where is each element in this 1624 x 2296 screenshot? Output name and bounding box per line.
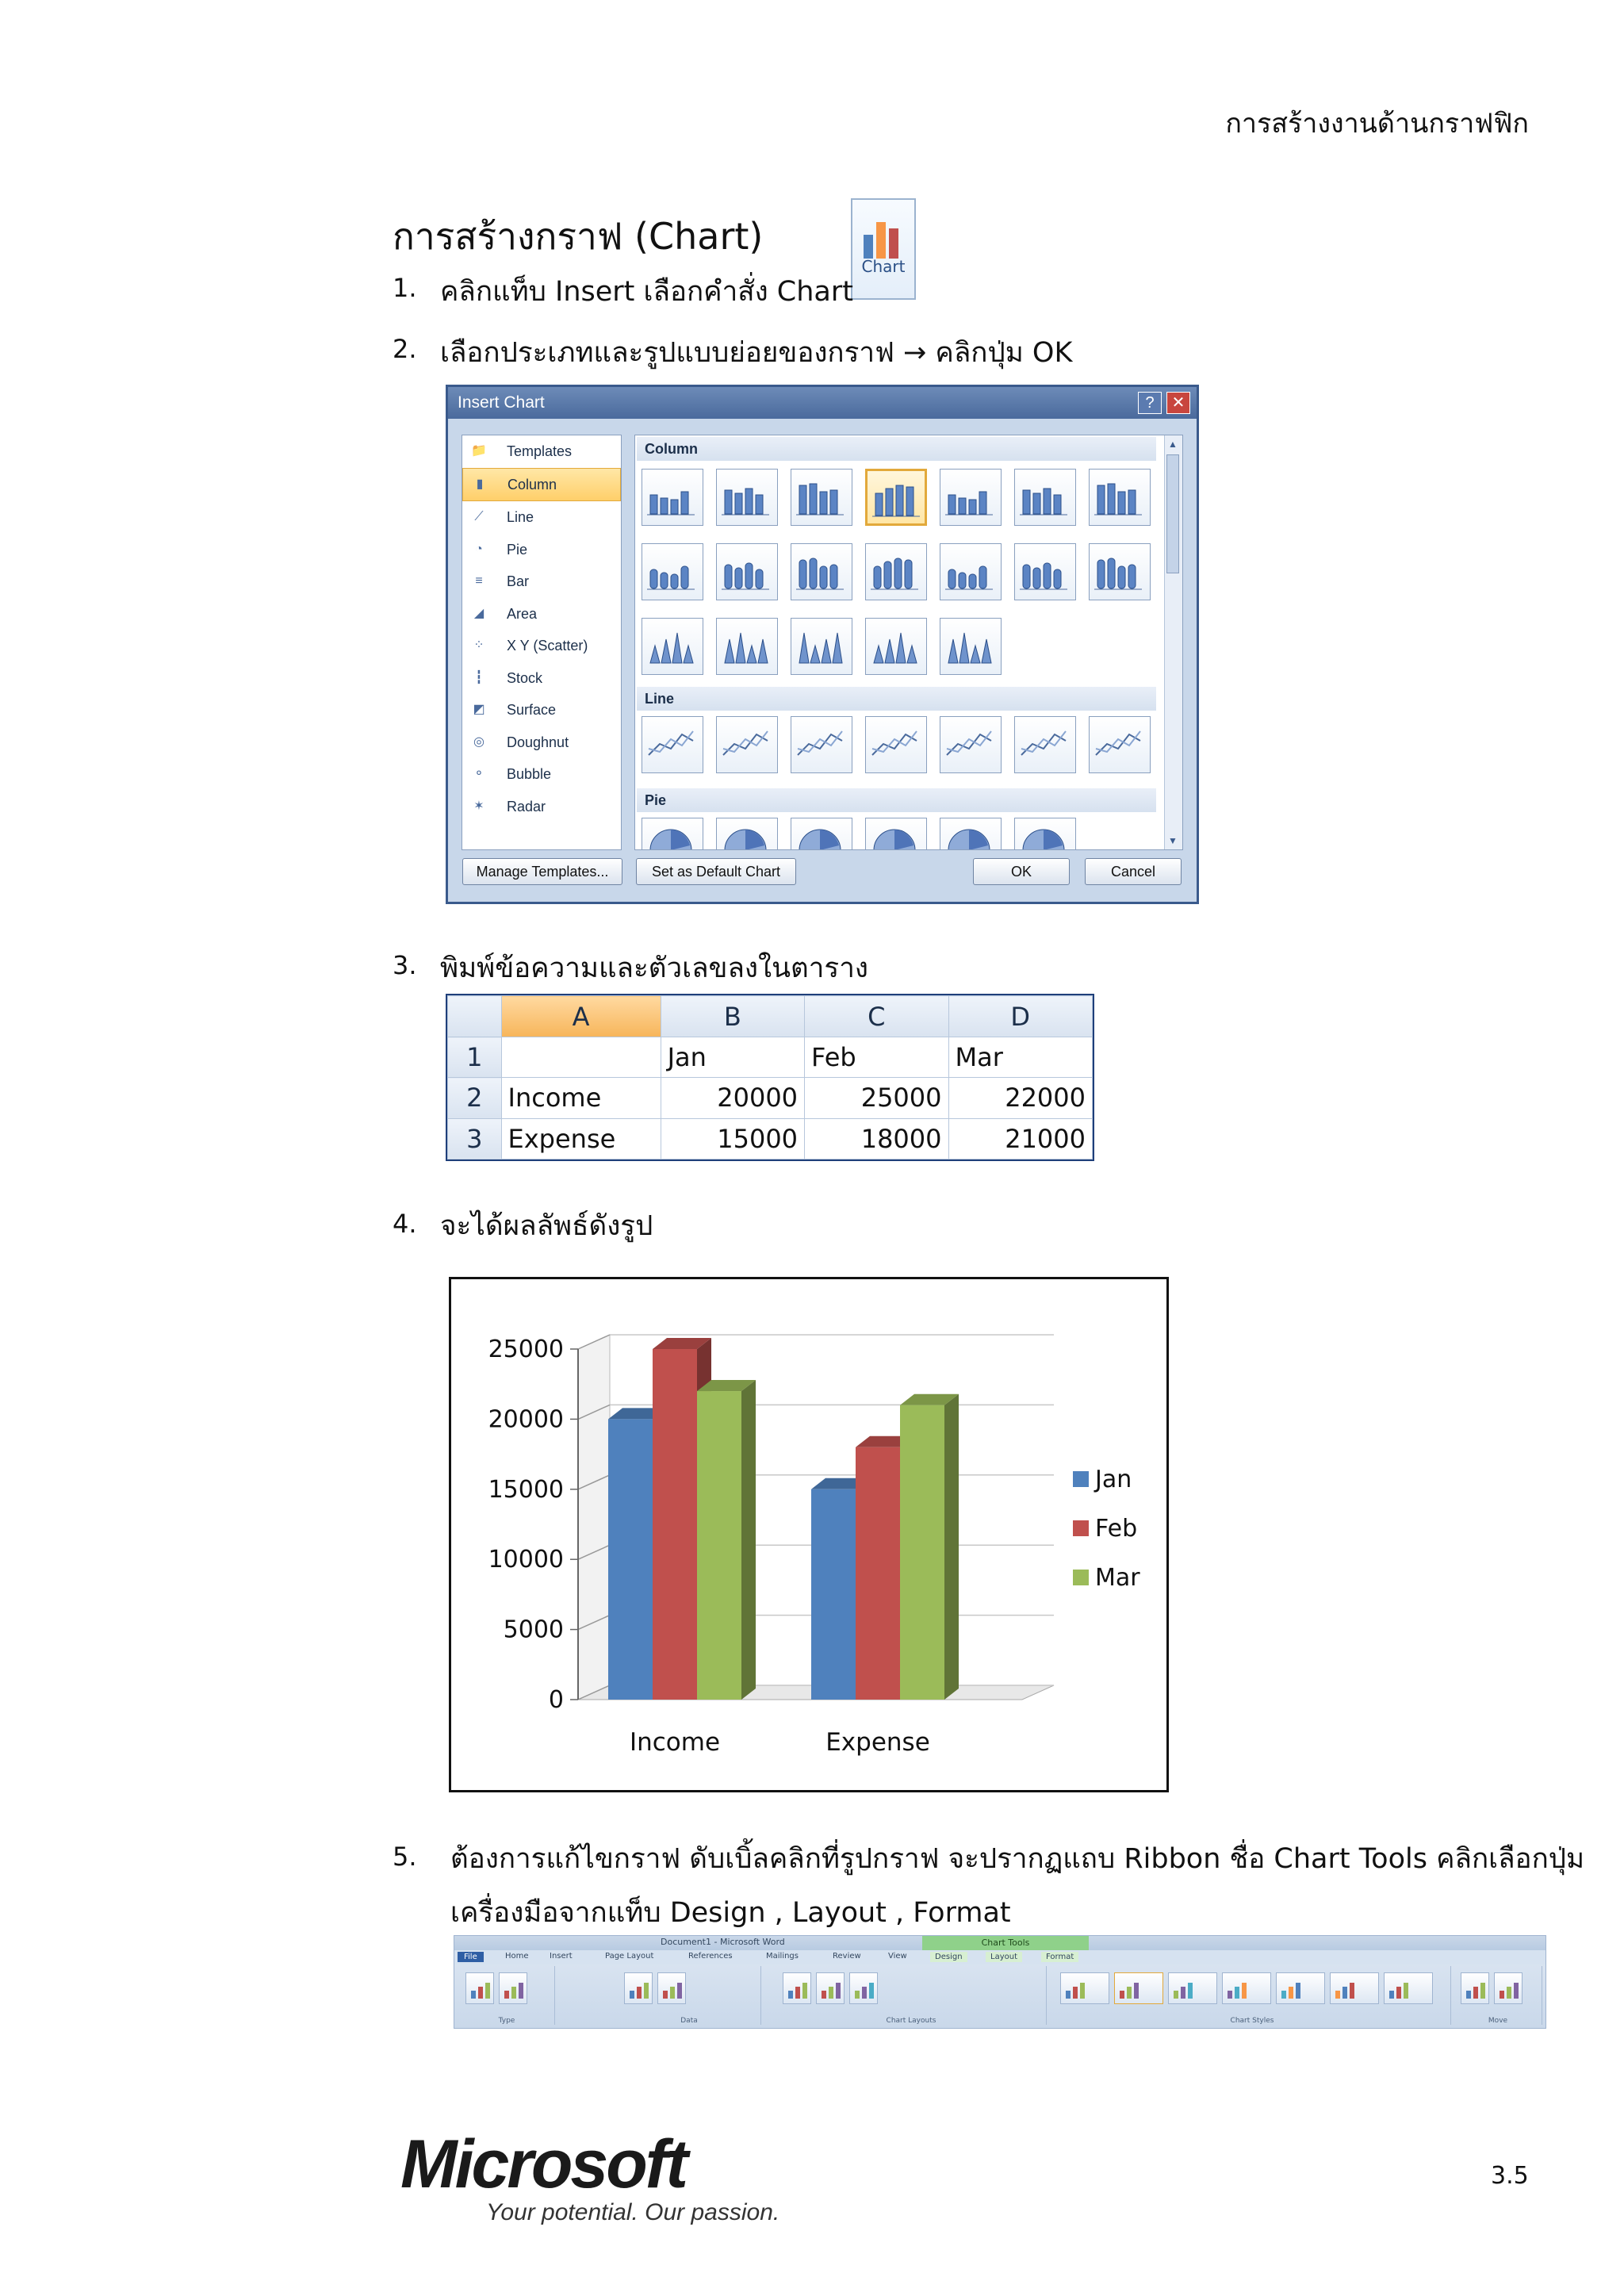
chart-subtype-icon (717, 470, 774, 522)
chart-subtype-thumbnail[interactable] (940, 543, 1002, 600)
ribbon-command-button[interactable] (1060, 1972, 1109, 2004)
chart-category-label: Stock (507, 669, 543, 686)
y-tick-label: 20000 (488, 1405, 564, 1434)
result-chart[interactable] (449, 1277, 1169, 1792)
chart-category-item[interactable] (462, 726, 621, 759)
chart-subtype-icon (1015, 544, 1072, 596)
mini-chart-bar (511, 1987, 516, 1999)
chart-subtype-icon (717, 717, 774, 769)
chart-tools-ribbon (454, 1935, 1546, 2029)
dialog-title: Insert Chart (458, 393, 545, 412)
cell-a3[interactable]: Expense (501, 1118, 661, 1159)
chart-subtype-gallery (634, 435, 1183, 850)
x-category-label: Expense (825, 1728, 930, 1757)
chart-category-label: Bubble (507, 766, 552, 782)
mini-chart-bar (1396, 1987, 1401, 1999)
cancel-button[interactable]: Cancel (1085, 858, 1182, 885)
step-5-text: ต้องการแก้ไขกราฟ ดับเบิ้ลคลิกที่รูปกราฟ จะปรากฏแถบ Ribbon ชื่อ Chart Tools คลิกเลือกปุ่ม (450, 1843, 1585, 1875)
ribbon-tab[interactable]: Review (833, 1952, 861, 1961)
cell-c1[interactable]: Feb (805, 1037, 948, 1078)
microsoft-logo (400, 2125, 779, 2226)
mini-chart-bar (1335, 1991, 1340, 1999)
ribbon-group-label: Data (680, 2017, 698, 2025)
ribbon-group (618, 1966, 761, 2025)
chart-subtype-thumbnail[interactable] (865, 543, 927, 600)
ribbon-command-button[interactable] (1461, 1972, 1489, 2004)
y-tick-label: 5000 (503, 1616, 564, 1644)
bar-side-mar (741, 1380, 756, 1700)
chart-subtype-icon (791, 619, 848, 671)
ribbon-command-button[interactable] (816, 1972, 845, 2004)
ribbon-group (776, 1966, 1047, 2025)
chart-category-icon: ✶ (473, 799, 485, 813)
step-1-text: คลิกแท็บ Insert เลือกคำสั่ง Chart (440, 276, 853, 308)
chart-category-item[interactable] (462, 565, 621, 598)
legend-swatch-jan (1073, 1471, 1089, 1487)
chart-subtype-icon (642, 544, 699, 596)
legend-swatch-mar (1073, 1570, 1089, 1585)
cell-d1[interactable]: Mar (948, 1037, 1093, 1078)
chart-subtype-thumbnail[interactable] (940, 716, 1002, 773)
gallery-group-column: Column (637, 437, 1156, 461)
bar-side-mar (944, 1394, 959, 1700)
chart-category-icon: ◎ (473, 734, 485, 749)
ribbon-group (1054, 1966, 1451, 2025)
row-header-1[interactable]: 1 (448, 1037, 502, 1078)
gallery-group-line: Line (637, 687, 1156, 711)
chart-subtype-icon (866, 818, 923, 850)
ribbon-command-button[interactable] (1168, 1972, 1217, 2004)
chart-subtype-icon (940, 470, 998, 522)
step-4-number: 4. (393, 1209, 417, 1239)
ribbon-title-bar (454, 1936, 1545, 1950)
mini-chart-bar (1473, 1987, 1478, 1999)
mini-chart-bar (1404, 1983, 1408, 1999)
ribbon-group-area (454, 1964, 1545, 2028)
cell-b2[interactable]: 20000 (661, 1078, 804, 1118)
select-all-corner[interactable] (448, 996, 502, 1037)
ribbon-tab[interactable]: Mailings (766, 1952, 799, 1961)
chart-tools-context-label: Chart Tools (922, 1936, 1089, 1950)
chart-subtype-icon (868, 471, 925, 523)
chart-subtype-thumbnail[interactable] (1014, 716, 1076, 773)
chart-category-icon: ┇ (475, 670, 483, 684)
chart-category-item[interactable] (462, 598, 621, 631)
chart-subtype-icon (642, 818, 699, 850)
ribbon-group (1454, 1966, 1542, 2025)
mini-chart-bar (485, 1983, 490, 1999)
ribbon-tab[interactable]: Home (505, 1952, 529, 1961)
chart-subtype-icon (642, 717, 699, 769)
chart-category-item[interactable] (462, 694, 621, 726)
ribbon-tab[interactable]: View (888, 1952, 907, 1961)
ribbon-group-label: Type (498, 2017, 515, 2025)
mini-chart-bar (795, 1987, 800, 1999)
chart-category-icon: ⚬ (473, 767, 485, 780)
bar-feb-income (653, 1349, 697, 1700)
chart-subtype-icon (866, 717, 923, 769)
chart-subtype-icon (717, 818, 774, 850)
mini-chart-bar (1281, 1991, 1286, 1999)
y-tick-label: 10000 (488, 1546, 564, 1574)
chart-subtype-icon (1090, 470, 1147, 522)
chart-category-item[interactable] (462, 435, 621, 468)
chart-subtype-icon (791, 544, 848, 596)
ribbon-command-button[interactable] (1494, 1972, 1522, 2004)
chart-category-item[interactable] (462, 662, 621, 695)
chart-subtype-thumbnail[interactable] (1014, 543, 1076, 600)
y-tick-label: 15000 (488, 1475, 564, 1504)
chart-category-icon: ⟋ (474, 510, 484, 523)
ribbon-command-button[interactable] (1330, 1972, 1379, 2004)
ribbon-tab[interactable]: Insert (550, 1952, 573, 1961)
running-header: การสร้างงานด้านกราฟฟิก (1225, 108, 1529, 140)
mini-chart-bar (1080, 1983, 1085, 1999)
chart-subtype-icon (1015, 717, 1072, 769)
chart-category-label: X Y (Scatter) (507, 638, 588, 654)
mini-chart-bar (1181, 1987, 1185, 1999)
chart-subtype-icon (791, 717, 848, 769)
mini-chart-bar (855, 1991, 860, 1999)
step-4-text: จะได้ผลลัพธ์ดังรูป (440, 1210, 653, 1242)
ribbon-command-button[interactable] (1222, 1972, 1271, 2004)
column-header-d[interactable]: D (948, 996, 1093, 1037)
chart-subtype-thumbnail[interactable] (1014, 469, 1076, 526)
chart-subtype-icon (1015, 470, 1072, 522)
bar-jan-income (608, 1419, 653, 1700)
mini-chart-bar (644, 1983, 649, 1999)
chart-category-icon: ⁘ (473, 638, 485, 652)
cell-a2[interactable]: Income (501, 1078, 661, 1118)
chart-category-icon: ◔ (475, 542, 483, 556)
mini-chart-bar (677, 1983, 682, 1999)
chart-subtype-icon (866, 544, 923, 596)
chart-category-list (462, 435, 622, 850)
chart-category-label: Bar (507, 573, 530, 589)
ribbon-command-button[interactable] (1276, 1972, 1325, 2004)
ribbon-tab-row (454, 1950, 1545, 1964)
chart-category-item[interactable] (462, 758, 621, 791)
ribbon-command-button[interactable] (1114, 1972, 1163, 2004)
cell-c2[interactable]: 25000 (805, 1078, 948, 1118)
column-header-a[interactable]: A (501, 996, 661, 1037)
chart-subtype-thumbnail[interactable] (791, 469, 852, 526)
row-header-3[interactable]: 3 (448, 1118, 502, 1159)
cell-d3[interactable]: 21000 (948, 1118, 1093, 1159)
chart-category-item[interactable] (462, 791, 621, 823)
data-spreadsheet (446, 994, 1094, 1161)
step-1-number: 1. (393, 273, 417, 303)
cell-a1[interactable] (501, 1037, 661, 1078)
chart-subtype-thumbnail[interactable] (642, 716, 703, 773)
y-tick-label: 0 (548, 1686, 564, 1714)
close-button[interactable]: ✕ (1166, 392, 1190, 414)
column-header-c[interactable]: C (805, 996, 948, 1037)
chart-subtype-icon (717, 544, 774, 596)
cell-d2[interactable]: 22000 (948, 1078, 1093, 1118)
mini-chart-bar (519, 1983, 523, 1999)
gallery-scrollbar[interactable] (1164, 435, 1182, 849)
mini-chart-bar (663, 1991, 668, 1999)
ribbon-command-button[interactable] (849, 1972, 878, 2004)
bar-feb-expense (856, 1447, 900, 1700)
chart-subtype-icon (1015, 818, 1072, 850)
legend-label: Jan (1095, 1466, 1132, 1493)
row-header-2[interactable]: 2 (448, 1078, 502, 1118)
mini-chart-bar (1127, 1987, 1132, 1999)
mini-chart-bar (478, 1987, 483, 1999)
logo-slogan: Your potential. Our passion. (486, 2199, 780, 2225)
ribbon-window-title: Document1 - Microsoft Word (661, 1937, 785, 1947)
step-5-text-line2: เครื่องมือจากแท็บ Design , Layout , Format (450, 1897, 1011, 1929)
mini-chart-bar (788, 1991, 793, 1999)
mini-chart-bar (1188, 1983, 1193, 1999)
mini-chart-bar (1134, 1983, 1139, 1999)
chart-category-label: Area (507, 605, 538, 622)
y-tick-label: 25000 (488, 1336, 564, 1363)
ribbon-group (459, 1966, 555, 2025)
x-category-label: Income (629, 1728, 721, 1757)
mini-chart-bar (1296, 1983, 1300, 1999)
chart-subtype-icon (791, 818, 848, 850)
mini-chart-bar (1073, 1987, 1078, 1999)
chart-subtype-thumbnail[interactable] (791, 618, 852, 675)
chart-side-wall (578, 1335, 610, 1700)
chart-subtype-icon (1090, 544, 1147, 596)
mini-chart-bar (829, 1987, 833, 1999)
chart-category-label: Column (508, 476, 557, 493)
chart-subtype-thumbnail[interactable] (642, 618, 703, 675)
ribbon-group-label: Chart Layouts (886, 2017, 936, 2025)
mini-chart-bar (1350, 1983, 1354, 1999)
chart-subtype-thumbnail[interactable] (791, 543, 852, 600)
mini-chart-bar (1242, 1983, 1247, 1999)
logo-wordmark: Microsoft (400, 2126, 686, 2202)
chart-subtype-icon (717, 619, 774, 671)
chart-subtype-thumbnail[interactable] (940, 618, 1002, 675)
chart-subtype-thumbnail[interactable] (716, 469, 778, 526)
chart-category-label: Surface (507, 702, 557, 718)
bar-mar-income (697, 1391, 741, 1700)
ribbon-command-button[interactable] (1384, 1972, 1433, 2004)
mini-chart-bar (630, 1991, 634, 1999)
page-number: 3.5 (1491, 2162, 1529, 2190)
gallery-group-pie: Pie (637, 788, 1156, 812)
chart-subtype-thumbnail[interactable] (716, 618, 778, 675)
chart-category-item[interactable] (462, 534, 621, 566)
scroll-down-icon[interactable]: ▼ (1168, 835, 1178, 846)
chart-subtype-thumbnail[interactable] (716, 543, 778, 600)
set-default-chart-button[interactable]: Set as Default Chart (636, 858, 796, 885)
mini-chart-bar (1289, 1987, 1293, 1999)
chart-command-label: Chart (861, 257, 906, 276)
chart-category-label: Pie (507, 541, 528, 558)
chart-subtype-thumbnail[interactable] (716, 716, 778, 773)
chart-subtype-thumbnail[interactable] (1014, 818, 1076, 850)
mini-chart-bar (836, 1983, 841, 1999)
chart-subtype-icon (866, 619, 923, 671)
mini-chart-bar (670, 1987, 675, 1999)
chart-subtype-thumbnail[interactable] (940, 818, 1002, 850)
chart-subtype-thumbnail[interactable] (791, 716, 852, 773)
chart-subtype-icon (940, 544, 998, 596)
mini-chart-bar (1466, 1991, 1471, 1999)
chart-category-item[interactable] (462, 468, 621, 502)
mini-chart-bar (862, 1987, 867, 1999)
chart-category-icon: ◢ (473, 606, 485, 620)
mini-chart-bar (471, 1991, 476, 1999)
bar-jan-expense (811, 1489, 856, 1700)
ribbon-tab[interactable]: References (688, 1952, 733, 1961)
chart-subtype-thumbnail[interactable] (1089, 543, 1151, 600)
legend-label: Feb (1095, 1515, 1138, 1543)
mini-chart-bar (1120, 1991, 1124, 1999)
cell-c3[interactable]: 18000 (805, 1118, 948, 1159)
scroll-thumb[interactable] (1166, 454, 1179, 573)
column-header-b[interactable]: B (661, 996, 804, 1037)
dialog-title-bar (448, 387, 1197, 419)
ribbon-command-button[interactable] (783, 1972, 811, 2004)
chart-subtype-thumbnail[interactable] (1089, 716, 1151, 773)
chart-category-icon: 📁 (471, 444, 487, 458)
mini-chart-bar (1514, 1983, 1519, 1999)
insert-chart-dialog (446, 385, 1199, 904)
bar-mar-expense (900, 1405, 944, 1700)
mini-chart-bar (1235, 1987, 1239, 1999)
chart-category-label: Doughnut (507, 734, 569, 750)
step-3-number: 3. (393, 950, 417, 980)
chart-subtype-thumbnail[interactable] (865, 618, 927, 675)
mini-chart-bar (637, 1987, 642, 1999)
chart-subtype-icon (940, 619, 998, 671)
chart-subtype-thumbnail[interactable] (642, 818, 703, 850)
ribbon-command-button[interactable] (499, 1972, 527, 2004)
chart-subtype-thumbnail[interactable] (940, 469, 1002, 526)
mini-chart-bar (1507, 1987, 1511, 1999)
ribbon-tab[interactable]: Design (930, 1952, 967, 1962)
step-2-number: 2. (393, 334, 417, 364)
mini-chart-bar (802, 1983, 807, 1999)
ribbon-tab[interactable]: Format (1041, 1952, 1078, 1962)
mini-chart-bar (822, 1991, 826, 1999)
ribbon-command-button[interactable] (465, 1972, 494, 2004)
mini-chart-bar (869, 1983, 874, 1999)
help-button[interactable]: ? (1138, 392, 1162, 414)
column-chart-svg (451, 1279, 1166, 1790)
chart-subtype-thumbnail[interactable] (865, 716, 927, 773)
ribbon-command-button[interactable] (657, 1972, 686, 2004)
mini-chart-bar (1342, 1987, 1347, 1999)
chart-category-item[interactable] (462, 501, 621, 534)
mini-chart-bar (1500, 1991, 1504, 1999)
ribbon-tab[interactable]: File (458, 1952, 484, 1962)
step-3-text: พิมพ์ข้อความและตัวเลขลงในตาราง (440, 953, 868, 984)
chart-subtype-thumbnail[interactable] (642, 543, 703, 600)
mini-chart-bar (1228, 1991, 1232, 1999)
cell-b3[interactable]: 15000 (661, 1118, 804, 1159)
section-title: การสร้างกราฟ (Chart) (393, 215, 764, 258)
mini-chart-bar (1389, 1991, 1394, 1999)
chart-subtype-icon (642, 619, 699, 671)
scroll-up-icon[interactable]: ▲ (1168, 439, 1178, 450)
chart-subtype-icon (940, 717, 998, 769)
chart-category-icon: ▮ (476, 477, 484, 491)
chart-subtype-thumbnail[interactable] (716, 818, 778, 850)
ribbon-command-button[interactable] (624, 1972, 653, 2004)
mini-chart-bar (504, 1991, 509, 1999)
legend-swatch-feb (1073, 1520, 1089, 1536)
chart-category-label: Line (507, 509, 534, 525)
legend-label: Mar (1095, 1564, 1140, 1592)
chart-subtype-thumbnail[interactable] (865, 818, 927, 850)
manage-templates-button[interactable]: Manage Templates... (462, 858, 622, 885)
chart-category-label: Radar (507, 798, 546, 815)
ribbon-tab[interactable]: Page Layout (605, 1952, 654, 1961)
chart-command-icon (851, 198, 916, 300)
ribbon-group-label: Move (1488, 2017, 1508, 2025)
chart-subtype-thumbnail[interactable] (791, 818, 852, 850)
chart-category-icon: ◩ (473, 703, 485, 716)
chart-subtype-icon (642, 470, 699, 522)
chart-category-label: Templates (507, 443, 573, 459)
step-5-number: 5. (393, 1842, 417, 1872)
chart-subtype-icon (940, 818, 998, 850)
cell-b1[interactable]: Jan (661, 1037, 804, 1078)
ok-button[interactable]: OK (973, 858, 1070, 885)
mini-chart-bar (1174, 1991, 1178, 1999)
chart-subtype-icon (1090, 717, 1147, 769)
mini-chart-bar (1066, 1991, 1071, 1999)
step-2-text: เลือกประเภทและรูปแบบย่อยของกราฟ → คลิกปุ่ม OK (440, 337, 1073, 369)
ribbon-group-label: Chart Styles (1230, 2017, 1274, 2025)
chart-subtype-thumbnail[interactable] (1089, 469, 1151, 526)
chart-category-icon: ≡ (475, 574, 483, 588)
chart-subtype-icon (791, 470, 848, 522)
chart-subtype-thumbnail[interactable] (865, 469, 927, 526)
chart-subtype-thumbnail[interactable] (642, 469, 703, 526)
ribbon-tab[interactable]: Layout (986, 1952, 1022, 1962)
mini-chart-bar (1480, 1983, 1485, 1999)
chart-category-item[interactable] (462, 630, 621, 662)
